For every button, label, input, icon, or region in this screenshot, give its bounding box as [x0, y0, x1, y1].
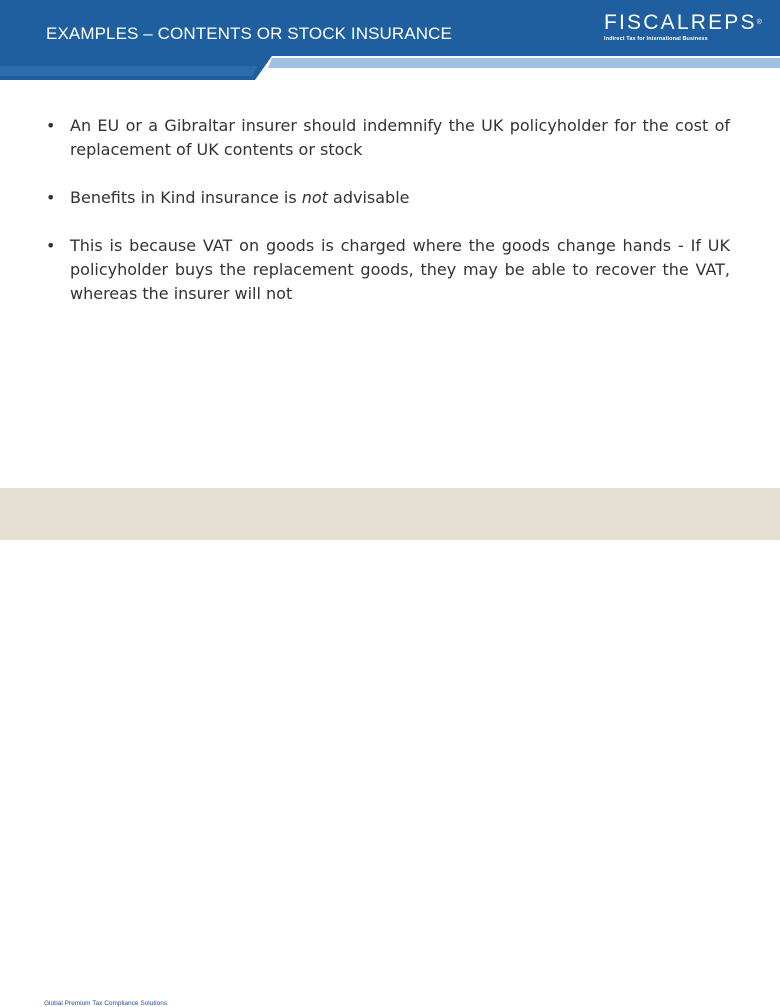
bullet-marker: •	[46, 188, 56, 207]
slide-title: EXAMPLES – CONTENTS OR STOCK INSURANCE	[46, 24, 452, 43]
bullet-marker: •	[46, 236, 56, 255]
bullet-text	[70, 186, 730, 210]
bullet-text	[70, 234, 730, 306]
footer-band	[0, 488, 780, 1007]
header-banner	[0, 0, 780, 80]
bullet-item	[46, 114, 730, 162]
logo-wordmark	[604, 11, 762, 34]
footer-tagline: Global Premium Tax Compliance Solutions	[44, 1000, 168, 1007]
bullet-text-part: advisable	[327, 188, 410, 207]
logo-text: FISCALREPS	[604, 11, 757, 34]
footer-shape	[0, 488, 780, 540]
bullet-text-part: This is because VAT on goods is charged where the goods change hands - If UK policyholder buys the replacement goods, they may be able to recover the VAT, whereas the insurer will not	[70, 236, 730, 303]
fiscalreps-logo	[604, 11, 762, 42]
logo-registered-mark: ®	[756, 19, 762, 26]
bullet-text-part: Benefits in Kind insurance is	[70, 188, 302, 207]
logo-tagline: Indirect Tax for International Business	[604, 36, 708, 42]
bullet-list	[46, 114, 730, 330]
bullet-text-part: An EU or a Gibraltar insurer should indemnify the UK policyholder for the cost of replacement of UK contents or stock	[70, 116, 730, 159]
bullet-emphasis: not	[301, 188, 328, 207]
bullet-text	[70, 114, 730, 162]
bullet-marker: •	[46, 116, 56, 135]
bullet-item	[46, 186, 730, 210]
bullet-item	[46, 234, 730, 306]
